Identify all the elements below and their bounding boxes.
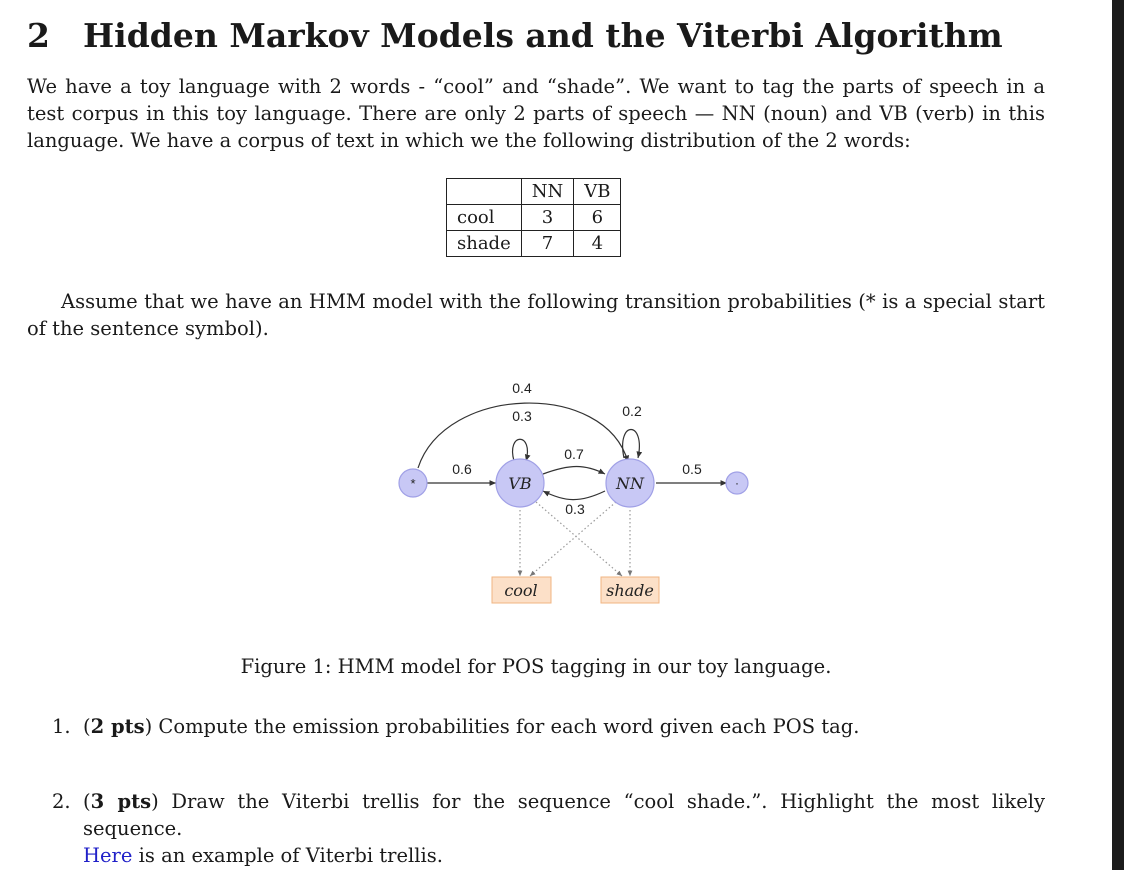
question-points: 2 pts [90, 715, 145, 738]
example-link[interactable]: Here [83, 844, 133, 867]
label-vb-self: 0.3 [512, 408, 532, 424]
observation-shade [601, 577, 659, 603]
start-node [399, 469, 427, 497]
question-1 [27, 713, 1045, 743]
question-text: Draw the Viterbi trellis for the sequence “cool shade.”. Highlight the most likely sequence. [83, 790, 1045, 840]
question-number: 2. [52, 790, 71, 813]
state-nn-label: NN [616, 474, 644, 493]
observation-shade-label: shade [606, 581, 654, 600]
assumption-paragraph: Assume that we have an HMM model with the following transition probabilities (* is a special start of the sentence symbol). [27, 290, 1045, 340]
question-points: 3 pts [90, 790, 152, 813]
word-distribution-table [446, 178, 621, 257]
table-row [447, 231, 621, 257]
section-number: 2 [27, 16, 50, 55]
end-symbol: · [735, 476, 739, 490]
label-nn-end: 0.5 [682, 461, 702, 477]
question-number: 1. [52, 715, 71, 738]
label-nn-self: 0.2 [622, 403, 642, 419]
start-symbol: * [410, 476, 416, 491]
edge-vb-self [513, 439, 528, 461]
transition-labels [452, 380, 702, 517]
table-row-word: cool [447, 205, 522, 231]
label-vb-nn: 0.7 [564, 446, 584, 462]
edge-vb-nn [543, 467, 605, 475]
table-header-vb: VB [574, 179, 621, 205]
observation-cool-label: cool [504, 581, 538, 600]
label-start-vb: 0.6 [452, 461, 472, 477]
table-header-row [447, 179, 621, 205]
table-cell: 6 [574, 205, 621, 231]
question-body: (3 pts) Draw the Viterbi trellis for the sequence “cool shade.”. Highlight the most likely sequence. Here is an example of Viterbi trellis. [83, 790, 1045, 867]
section-heading [27, 16, 1003, 55]
table-row [447, 205, 621, 231]
right-edge-bar [1112, 0, 1124, 870]
question-link-suffix: is an example of Viterbi trellis. [132, 844, 443, 867]
label-start-nn: 0.4 [512, 380, 532, 396]
table-row-word: shade [447, 231, 522, 257]
state-vb [496, 459, 544, 507]
observation-cool [492, 577, 551, 603]
label-nn-vb: 0.3 [565, 501, 585, 517]
intro-paragraph: We have a toy language with 2 words - “cool” and “shade”. We want to tag the parts of speech in a test corpus in this toy language. There are only 2 parts of speech — NN (noun) and VB (verb) in this language. We have a corpus of text in which we the following distribution of the 2 words: [27, 75, 1045, 152]
figure-caption: Figure 1: HMM model for POS tagging in our toy language. [240, 655, 832, 678]
table-cell: 7 [521, 231, 574, 257]
hmm-figure [360, 370, 780, 615]
hmm-diagram [360, 370, 780, 615]
question-2 [27, 788, 1045, 867]
table-header-nn: NN [521, 179, 574, 205]
question-text: Compute the emission probabilities for each word given each POS tag. [158, 715, 860, 738]
state-nn [606, 459, 654, 507]
state-vb-label: VB [508, 474, 532, 493]
end-node [726, 472, 748, 494]
table-corner-cell [447, 179, 522, 205]
question-body: (2 pts) Compute the emission probabilities for each word given each POS tag. [83, 715, 860, 738]
section-title: Hidden Markov Models and the Viterbi Algorithm [83, 16, 1003, 55]
edge-nn-vb [543, 491, 605, 500]
table-cell: 4 [574, 231, 621, 257]
table-cell: 3 [521, 205, 574, 231]
